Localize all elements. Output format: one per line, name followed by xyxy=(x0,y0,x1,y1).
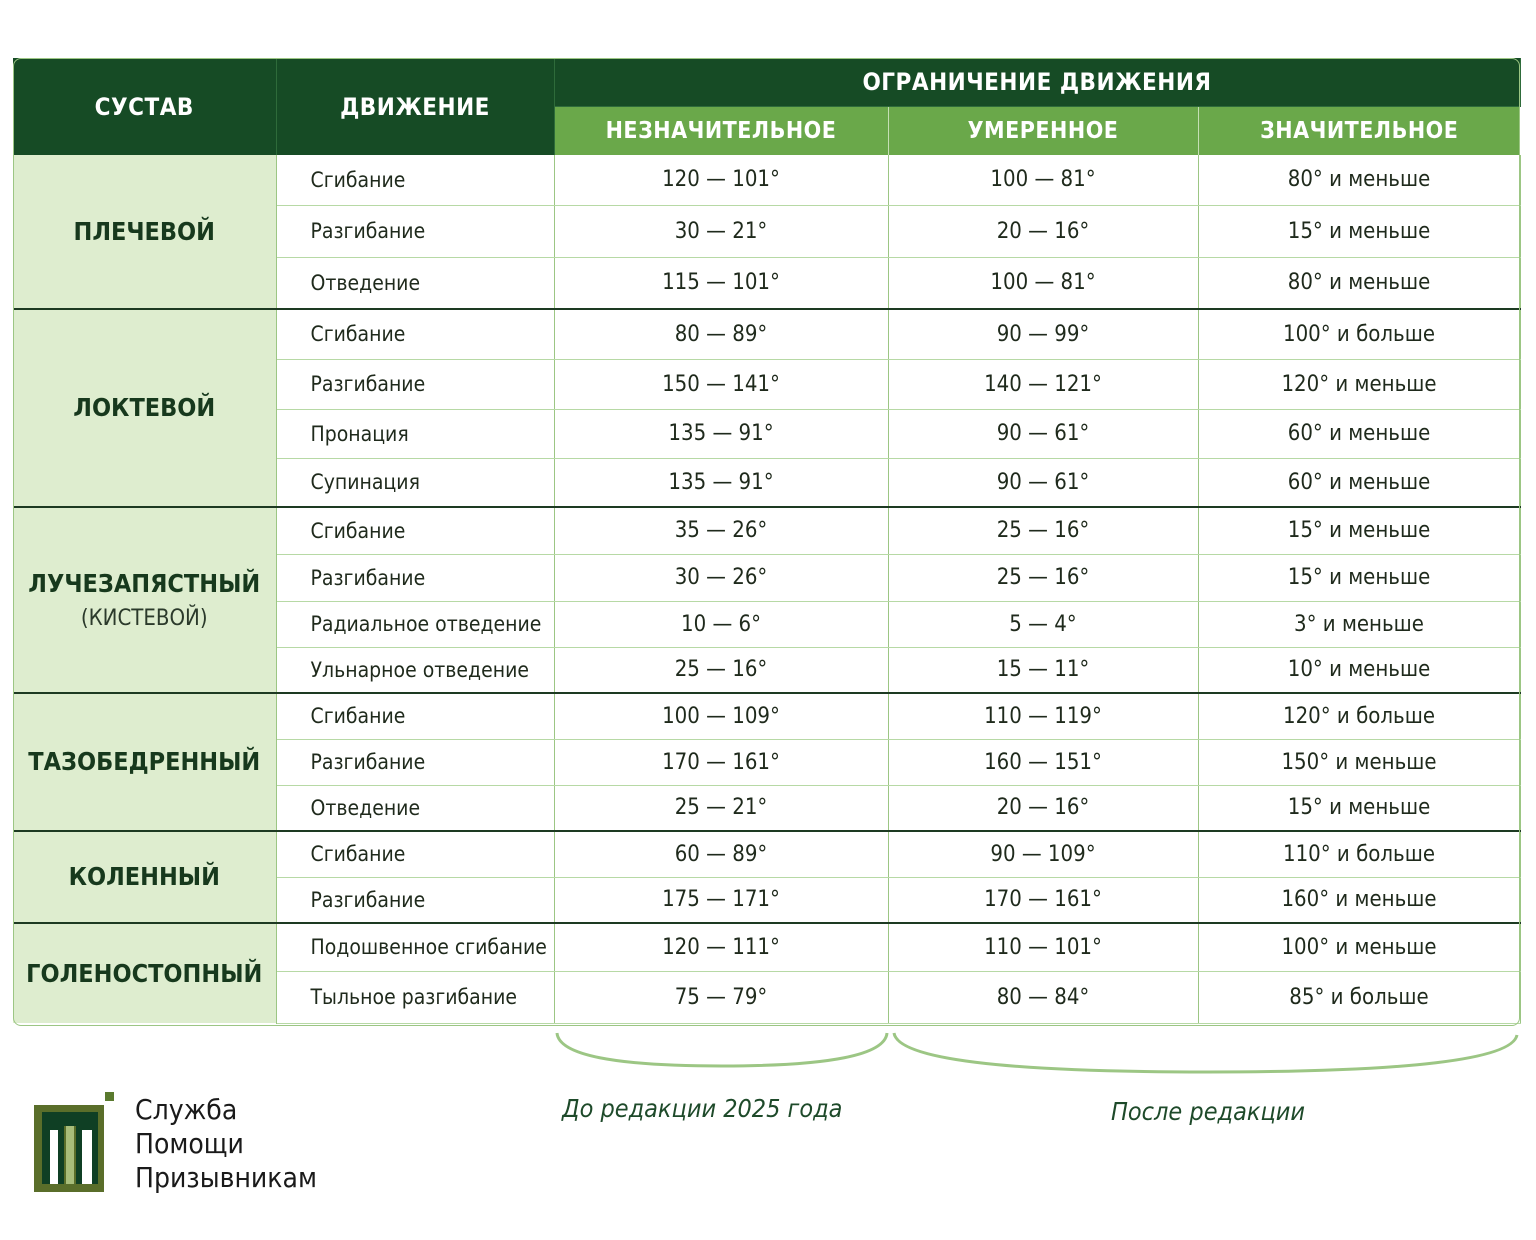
significant-cell: 150° и меньше xyxy=(1198,739,1520,785)
movement-cell: Подошвенное сгибание xyxy=(276,923,554,971)
movement-cell: Пронация xyxy=(276,409,554,458)
slight-cell: 30 — 21° xyxy=(554,205,888,257)
moderate-cell: 140 — 121° xyxy=(888,359,1198,409)
movement-cell: Разгибание xyxy=(276,205,554,257)
significant-cell: 15° и меньше xyxy=(1198,785,1520,831)
moderate-cell: 160 — 151° xyxy=(888,739,1198,785)
slight-cell: 120 — 111° xyxy=(554,923,888,971)
slight-cell: 135 — 91° xyxy=(554,458,888,507)
movement-cell: Разгибание xyxy=(276,359,554,409)
slight-cell: 60 — 89° xyxy=(554,831,888,877)
brand-line-2: Помощи xyxy=(135,1127,244,1160)
movement-cell: Сгибание xyxy=(276,309,554,359)
slight-cell: 115 — 101° xyxy=(554,257,888,309)
brand-name xyxy=(135,1093,317,1195)
movement-cell: Тыльное разгибание xyxy=(276,971,554,1023)
moderate-cell: 110 — 101° xyxy=(888,923,1198,971)
moderate-cell: 100 — 81° xyxy=(888,155,1198,205)
significant-cell: 10° и меньше xyxy=(1198,647,1520,693)
slight-cell: 80 — 89° xyxy=(554,309,888,359)
significant-cell: 15° и меньше xyxy=(1198,554,1520,601)
moderate-cell: 25 — 16° xyxy=(888,507,1198,554)
moderate-cell: 110 — 119° xyxy=(888,693,1198,739)
moderate-cell: 90 — 109° xyxy=(888,831,1198,877)
slight-cell: 25 — 16° xyxy=(554,647,888,693)
slight-cell: 170 — 161° xyxy=(554,739,888,785)
significant-cell: 100° и меньше xyxy=(1198,923,1520,971)
movement-cell: Сгибание xyxy=(276,831,554,877)
movement-cell: Радиальное отведение xyxy=(276,601,554,647)
significant-cell: 120° и меньше xyxy=(1198,359,1520,409)
slight-cell: 10 — 6° xyxy=(554,601,888,647)
moderate-cell: 5 — 4° xyxy=(888,601,1198,647)
slight-cell: 120 — 101° xyxy=(554,155,888,205)
slight-cell: 35 — 26° xyxy=(554,507,888,554)
significant-cell: 120° и больше xyxy=(1198,693,1520,739)
moderate-cell: 80 — 84° xyxy=(888,971,1198,1023)
movement-cell: Сгибание xyxy=(276,693,554,739)
moderate-cell: 170 — 161° xyxy=(888,877,1198,923)
significant-cell: 80° и меньше xyxy=(1198,257,1520,309)
significant-cell: 15° и меньше xyxy=(1198,205,1520,257)
movement-cell: Разгибание xyxy=(276,554,554,601)
header-restriction: ОГРАНИЧЕНИЕ ДВИЖЕНИЯ xyxy=(554,58,1520,107)
slight-cell: 175 — 171° xyxy=(554,877,888,923)
moderate-cell: 100 — 81° xyxy=(888,257,1198,309)
slight-cell: 25 — 21° xyxy=(554,785,888,831)
moderate-cell: 90 — 99° xyxy=(888,309,1198,359)
moderate-cell: 20 — 16° xyxy=(888,785,1198,831)
slight-cell: 135 — 91° xyxy=(554,409,888,458)
joint-name: ЛУЧЕЗАПЯСТНЫЙ xyxy=(28,568,261,598)
caption-after-edit: После редакции xyxy=(1111,1097,1305,1126)
joint-name: ГОЛЕНОСТОПНЫЙ xyxy=(26,958,263,988)
service-logo-icon xyxy=(32,1092,118,1194)
header-joint: СУСТАВ xyxy=(13,58,276,155)
joint-name: КОЛЕННЫЙ xyxy=(68,862,220,892)
slight-cell: 150 — 141° xyxy=(554,359,888,409)
brace-before xyxy=(557,1033,887,1066)
significant-cell: 15° и меньше xyxy=(1198,507,1520,554)
header-movement: ДВИЖЕНИЕ xyxy=(276,58,554,155)
header-moderate: УМЕРЕННОЕ xyxy=(888,107,1198,156)
moderate-cell: 25 — 16° xyxy=(888,554,1198,601)
significant-cell: 80° и меньше xyxy=(1198,155,1520,205)
header-slight: НЕЗНАЧИТЕЛЬНОЕ xyxy=(554,107,888,156)
movement-cell: Ульнарное отведение xyxy=(276,647,554,693)
movement-cell: Отведение xyxy=(276,785,554,831)
movement-cell: Разгибание xyxy=(276,739,554,785)
header-significant: ЗНАЧИТЕЛЬНОЕ xyxy=(1198,107,1520,156)
brand-line-1: Служба xyxy=(135,1093,238,1126)
movement-cell: Отведение xyxy=(276,257,554,309)
significant-cell: 160° и меньше xyxy=(1198,877,1520,923)
movement-cell: Супинация xyxy=(276,458,554,507)
movement-cell: Разгибание xyxy=(276,877,554,923)
slight-cell: 100 — 109° xyxy=(554,693,888,739)
brand-line-3: Призывникам xyxy=(135,1161,317,1194)
movement-cell: Сгибание xyxy=(276,155,554,205)
joint-name: ЛОКТЕВОЙ xyxy=(73,393,216,423)
significant-cell: 85° и больше xyxy=(1198,971,1520,1023)
moderate-cell: 90 — 61° xyxy=(888,409,1198,458)
significant-cell: 3° и меньше xyxy=(1198,601,1520,647)
significant-cell: 60° и меньше xyxy=(1198,458,1520,507)
movement-cell: Сгибание xyxy=(276,507,554,554)
significant-cell: 100° и больше xyxy=(1198,309,1520,359)
joint-name: ПЛЕЧЕВОЙ xyxy=(73,216,215,246)
moderate-cell: 15 — 11° xyxy=(888,647,1198,693)
slight-cell: 30 — 26° xyxy=(554,554,888,601)
brace-after xyxy=(894,1033,1517,1072)
moderate-cell: 90 — 61° xyxy=(888,458,1198,507)
caption-before-2025: До редакции 2025 года xyxy=(562,1094,843,1123)
joint-subname: (КИСТЕВОЙ) xyxy=(80,606,208,632)
joint-name: ТАЗОБЕДРЕННЫЙ xyxy=(28,747,261,777)
significant-cell: 110° и больше xyxy=(1198,831,1520,877)
significant-cell: 60° и меньше xyxy=(1198,409,1520,458)
moderate-cell: 20 — 16° xyxy=(888,205,1198,257)
slight-cell: 75 — 79° xyxy=(554,971,888,1023)
